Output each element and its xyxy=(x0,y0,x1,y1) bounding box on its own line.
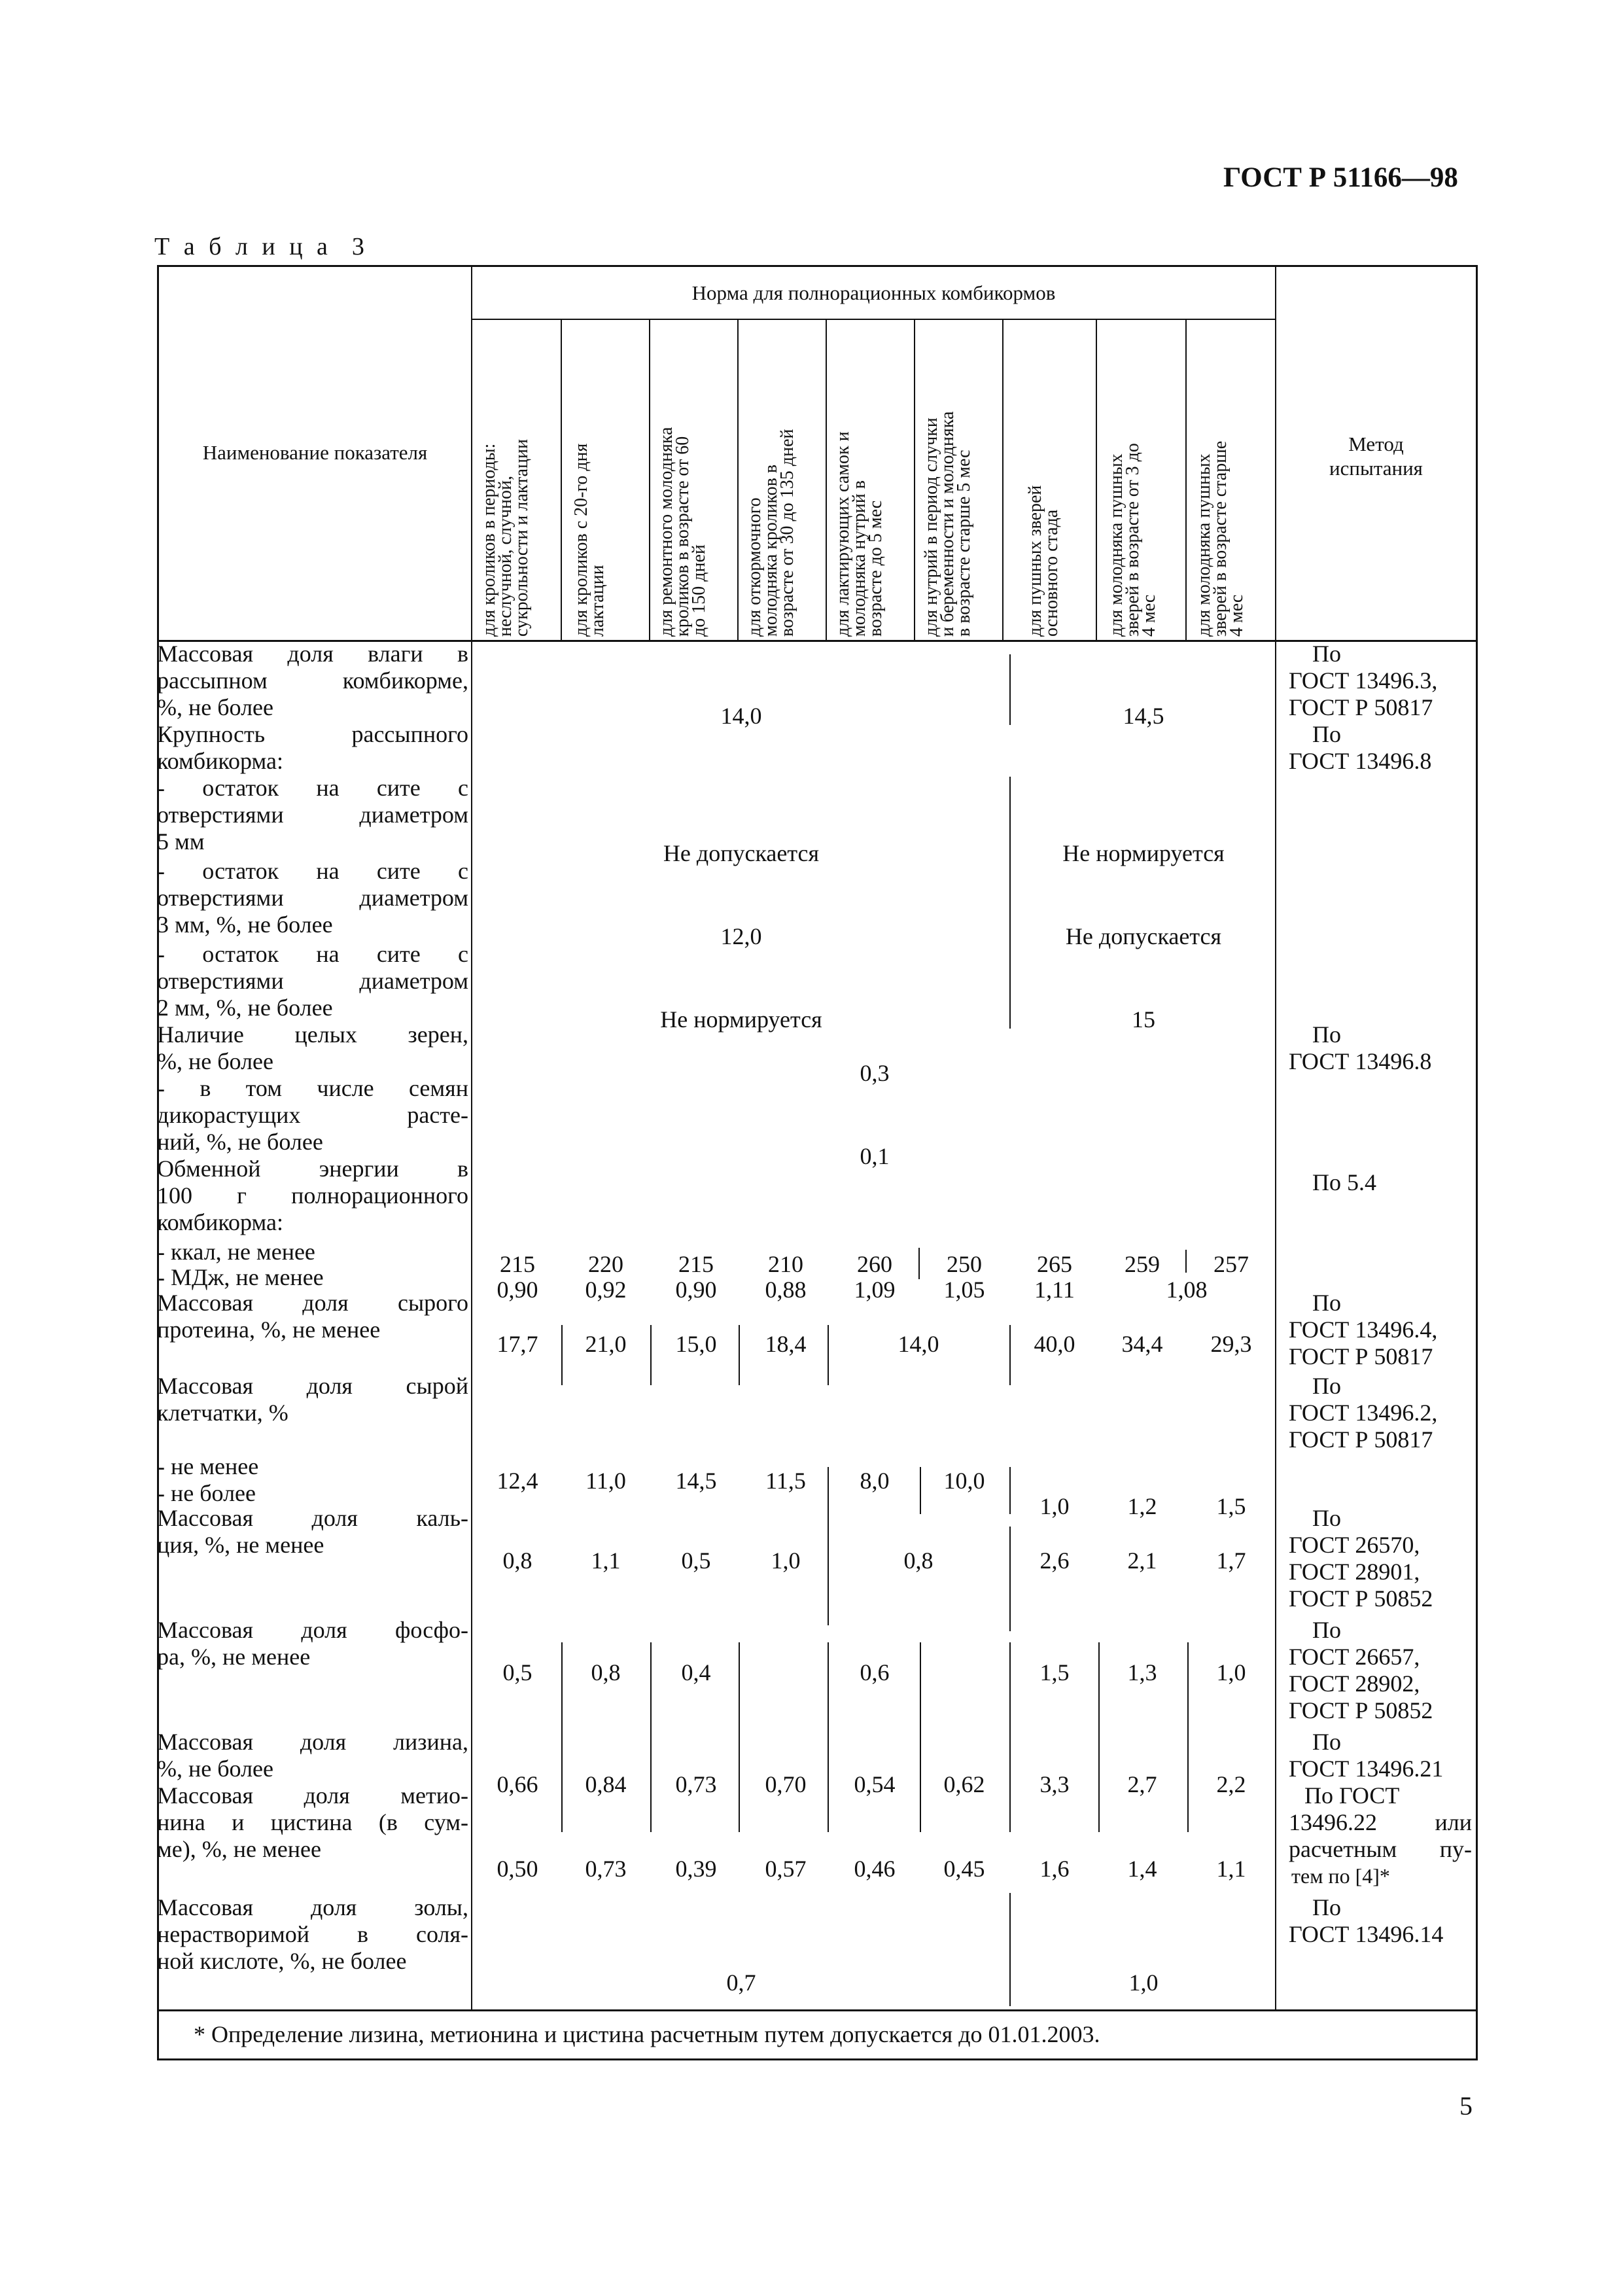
value-cell: 0,4 xyxy=(681,1659,711,1686)
value-cell: 18,4 xyxy=(765,1331,807,1357)
value-cell: 1,0 xyxy=(1216,1659,1246,1686)
indicator-header: Наименование показателя xyxy=(202,441,428,464)
column-header-lactating-nutria: для лактирующих самок и молодняка нутрий в возрасте до 5 мес xyxy=(833,431,886,637)
value-cell: 40,0 xyxy=(1034,1331,1075,1357)
value-cell: 0,8 xyxy=(502,1547,532,1574)
indicator-fiber-min: - не менее xyxy=(157,1453,259,1479)
value-cell: 257 xyxy=(1213,1251,1249,1277)
table-footnote: * Определение лизина, метионина и цистина расчетным путем допускается до 01.01.2003. xyxy=(194,2021,1100,2047)
value-cell: 0,73 xyxy=(675,1771,717,1797)
method-header: Метод испытания xyxy=(1329,433,1423,480)
value-cell: 11,0 xyxy=(585,1468,626,1494)
indicator-methionine: Массовая доля метио- нина и цистина (в сум- ме), %, не менее xyxy=(157,1782,468,1862)
value-cell: 11,5 xyxy=(765,1468,806,1494)
value-cell: 0,3 xyxy=(860,1060,890,1086)
value-cell: 1,1 xyxy=(1216,1856,1246,1882)
value-cell: Не допускается xyxy=(1065,923,1222,949)
value-cell: 0,46 xyxy=(854,1856,896,1882)
value-cell: 1,0 xyxy=(1039,1493,1070,1519)
indicator-lysine: Массовая доля лизина, %, не более xyxy=(157,1729,468,1782)
indicator-sieve-3mm: - остаток на сите с отверстиями диаметром 3 мм, %, не более xyxy=(157,858,468,938)
indicator-calcium: Массовая доля каль- ция, %, не менее xyxy=(157,1505,468,1558)
column-header-young-fur-over-4-months: для молодняка пушных зверей в возрасте старше 4 мес xyxy=(1194,440,1247,637)
indicator-mj: - МДж, не менее xyxy=(157,1264,324,1290)
method-coarseness: По ГОСТ 13496.8 xyxy=(1289,721,1432,774)
value-cell: 220 xyxy=(588,1251,623,1277)
value-cell: 1,09 xyxy=(854,1277,896,1303)
value-cell: 12,4 xyxy=(497,1468,538,1494)
value-cell: 1,1 xyxy=(591,1547,621,1574)
value-cell: 1,0 xyxy=(1128,1969,1159,1996)
value-cell: 215 xyxy=(500,1251,535,1277)
value-cell: 2,6 xyxy=(1039,1547,1070,1574)
column-header-rabbits-breeding: для кроликов в периоды: неслучной, случной, сукрольности и лактации xyxy=(479,439,532,637)
document-code: ГОСТ Р 51166—98 xyxy=(1223,162,1458,193)
value-cell: 29,3 xyxy=(1210,1331,1252,1357)
table-caption: Т а б л и ц а 3 xyxy=(154,233,368,260)
method-phosphorus: По ГОСТ 26657, ГОСТ 28902, ГОСТ Р 50852 xyxy=(1289,1617,1433,1723)
method-protein: По ГОСТ 13496.4, ГОСТ Р 50817 xyxy=(1289,1290,1438,1369)
value-cell: 10,0 xyxy=(943,1468,985,1494)
value-cell: 210 xyxy=(768,1251,803,1277)
method-fiber: По ГОСТ 13496.2, ГОСТ Р 50817 xyxy=(1289,1373,1438,1453)
method-calcium: По ГОСТ 26570, ГОСТ 28901, ГОСТ Р 50852 xyxy=(1289,1505,1433,1612)
value-cell: 14,5 xyxy=(675,1468,717,1494)
page-number: 5 xyxy=(1459,2091,1473,2121)
value-cell: 1,0 xyxy=(771,1547,801,1574)
value-cell: 250 xyxy=(947,1251,982,1277)
value-cell: 0,54 xyxy=(854,1771,896,1797)
indicator-sieve-5mm: - остаток на сите с отверстиями диаметром 5 мм xyxy=(157,775,468,855)
method-energy: По 5.4 xyxy=(1312,1169,1376,1195)
value-cell: 0,57 xyxy=(765,1856,807,1882)
value-cell: 0,5 xyxy=(681,1547,711,1574)
value-cell: 0,73 xyxy=(585,1856,627,1882)
value-cell: 0,92 xyxy=(585,1277,627,1303)
method-lysine: По ГОСТ 13496.21 xyxy=(1289,1729,1444,1782)
value-cell: 260 xyxy=(857,1251,892,1277)
value-cell: 2,7 xyxy=(1127,1771,1157,1797)
value-cell: 1,3 xyxy=(1127,1659,1157,1686)
indicator-weed-seeds: - в том числе семян дикорастущих расте- ний, %, не более xyxy=(157,1075,468,1155)
indicator-protein: Массовая доля сырого протеина, %, не менее xyxy=(157,1290,468,1343)
value-cell: Не нормируется xyxy=(1062,840,1225,866)
value-cell: 0,50 xyxy=(497,1856,538,1882)
value-cell: 15 xyxy=(1132,1006,1155,1033)
value-cell: 14,0 xyxy=(898,1331,939,1357)
indicator-whole-grains: Наличие целых зерен, %, не более xyxy=(157,1021,468,1074)
value-cell: 1,7 xyxy=(1216,1547,1246,1574)
indicator-fiber-max: - не более xyxy=(157,1480,256,1506)
value-cell: 0,90 xyxy=(675,1277,717,1303)
indicator-ash: Массовая доля золы, нерастворимой в соля- ной кислоте, %, не более xyxy=(157,1894,468,1974)
value-cell: 0,70 xyxy=(765,1771,807,1797)
column-header-nutria-mating: для нутрий в период случки и беременности и молодняка в возрасте старше 5 мес xyxy=(921,411,974,637)
method-moisture: По ГОСТ 13496.3, ГОСТ Р 50817 xyxy=(1289,641,1438,720)
value-cell: 0,8 xyxy=(903,1547,934,1574)
indicator-moisture: Массовая доля влаги в рассыпном комбикорме, %, не более xyxy=(157,641,468,720)
value-cell: 1,6 xyxy=(1039,1856,1070,1882)
value-cell: 0,6 xyxy=(860,1659,890,1686)
value-cell: 17,7 xyxy=(497,1331,538,1357)
value-cell: 0,5 xyxy=(502,1659,532,1686)
indicator-phosphorus: Массовая доля фосфо- ра, %, не менее xyxy=(157,1617,468,1670)
value-cell: 21,0 xyxy=(585,1331,627,1357)
value-cell: 0,1 xyxy=(860,1143,890,1169)
value-cell: 2,2 xyxy=(1216,1771,1246,1797)
value-cell: 0,88 xyxy=(765,1277,807,1303)
value-cell: 1,2 xyxy=(1127,1493,1157,1519)
method-methionine: По ГОСТ 13496.22 или расчетным пу- тем по [4]* xyxy=(1289,1782,1472,1888)
value-cell: 12,0 xyxy=(720,923,762,949)
value-cell: Не допускается xyxy=(663,840,820,866)
value-cell: 0,66 xyxy=(497,1771,538,1797)
value-cell: 3,3 xyxy=(1039,1771,1070,1797)
value-cell: 2,1 xyxy=(1127,1547,1157,1574)
value-cell: 0,90 xyxy=(497,1277,538,1303)
value-cell: 15,0 xyxy=(675,1331,717,1357)
method-ash: По ГОСТ 13496.14 xyxy=(1289,1894,1444,1947)
column-header-fattening-young-rabbits: для откормочного молодняка кроликов в возрасте от 30 до 135 дней xyxy=(744,429,797,637)
value-cell: 1,5 xyxy=(1216,1493,1246,1519)
column-header-rabbits-lactation: для кроликов с 20-го дня лактации xyxy=(571,443,608,637)
indicator-coarseness: Крупность рассыпного комбикорма: xyxy=(157,721,468,774)
value-cell: 265 xyxy=(1037,1251,1072,1277)
value-cell: 215 xyxy=(678,1251,714,1277)
value-cell: 0,84 xyxy=(585,1771,627,1797)
method-grains: По ГОСТ 13496.8 xyxy=(1289,1021,1432,1074)
value-cell: 0,7 xyxy=(726,1969,756,1996)
column-header-fur-animals-main-herd: для пушных зверей основного стада xyxy=(1025,485,1062,637)
indicator-sieve-2mm: - остаток на сите с отверстиями диаметром 2 мм, %, не более xyxy=(157,941,468,1021)
indicator-fiber: Массовая доля сырой клетчатки, % xyxy=(157,1373,468,1426)
indicator-energy: Обменной энергии в 100 г полнорационного комбикорма: xyxy=(157,1156,468,1235)
indicator-kcal: - ккал, не менее xyxy=(157,1239,315,1265)
value-cell: 34,4 xyxy=(1121,1331,1163,1357)
column-header-replacement-young-rabbits: для ремонтного молодняка кроликов в возрасте от 60 до 150 дней xyxy=(656,427,709,637)
value-cell: 1,08 xyxy=(1166,1277,1208,1303)
value-cell: 259 xyxy=(1125,1251,1160,1277)
value-cell: 0,8 xyxy=(591,1659,621,1686)
value-cell: 1,5 xyxy=(1039,1659,1070,1686)
value-cell: 1,05 xyxy=(943,1277,985,1303)
value-cell: 0,45 xyxy=(943,1856,985,1882)
norm-group-header: Норма для полнорационных комбикормов xyxy=(691,281,1056,304)
value-cell: 1,4 xyxy=(1127,1856,1157,1882)
value-cell: 0,62 xyxy=(943,1771,985,1797)
value-cell: Не нормируется xyxy=(660,1006,822,1033)
column-header-young-fur-3-4-months: для молодняка пушных зверей в возрасте от 3 до 4 мес xyxy=(1106,443,1159,637)
value-cell: 1,11 xyxy=(1034,1277,1075,1303)
value-cell: 14,0 xyxy=(720,703,762,729)
value-cell: 0,39 xyxy=(675,1856,717,1882)
value-cell: 14,5 xyxy=(1123,703,1164,729)
value-cell: 8,0 xyxy=(860,1468,890,1494)
